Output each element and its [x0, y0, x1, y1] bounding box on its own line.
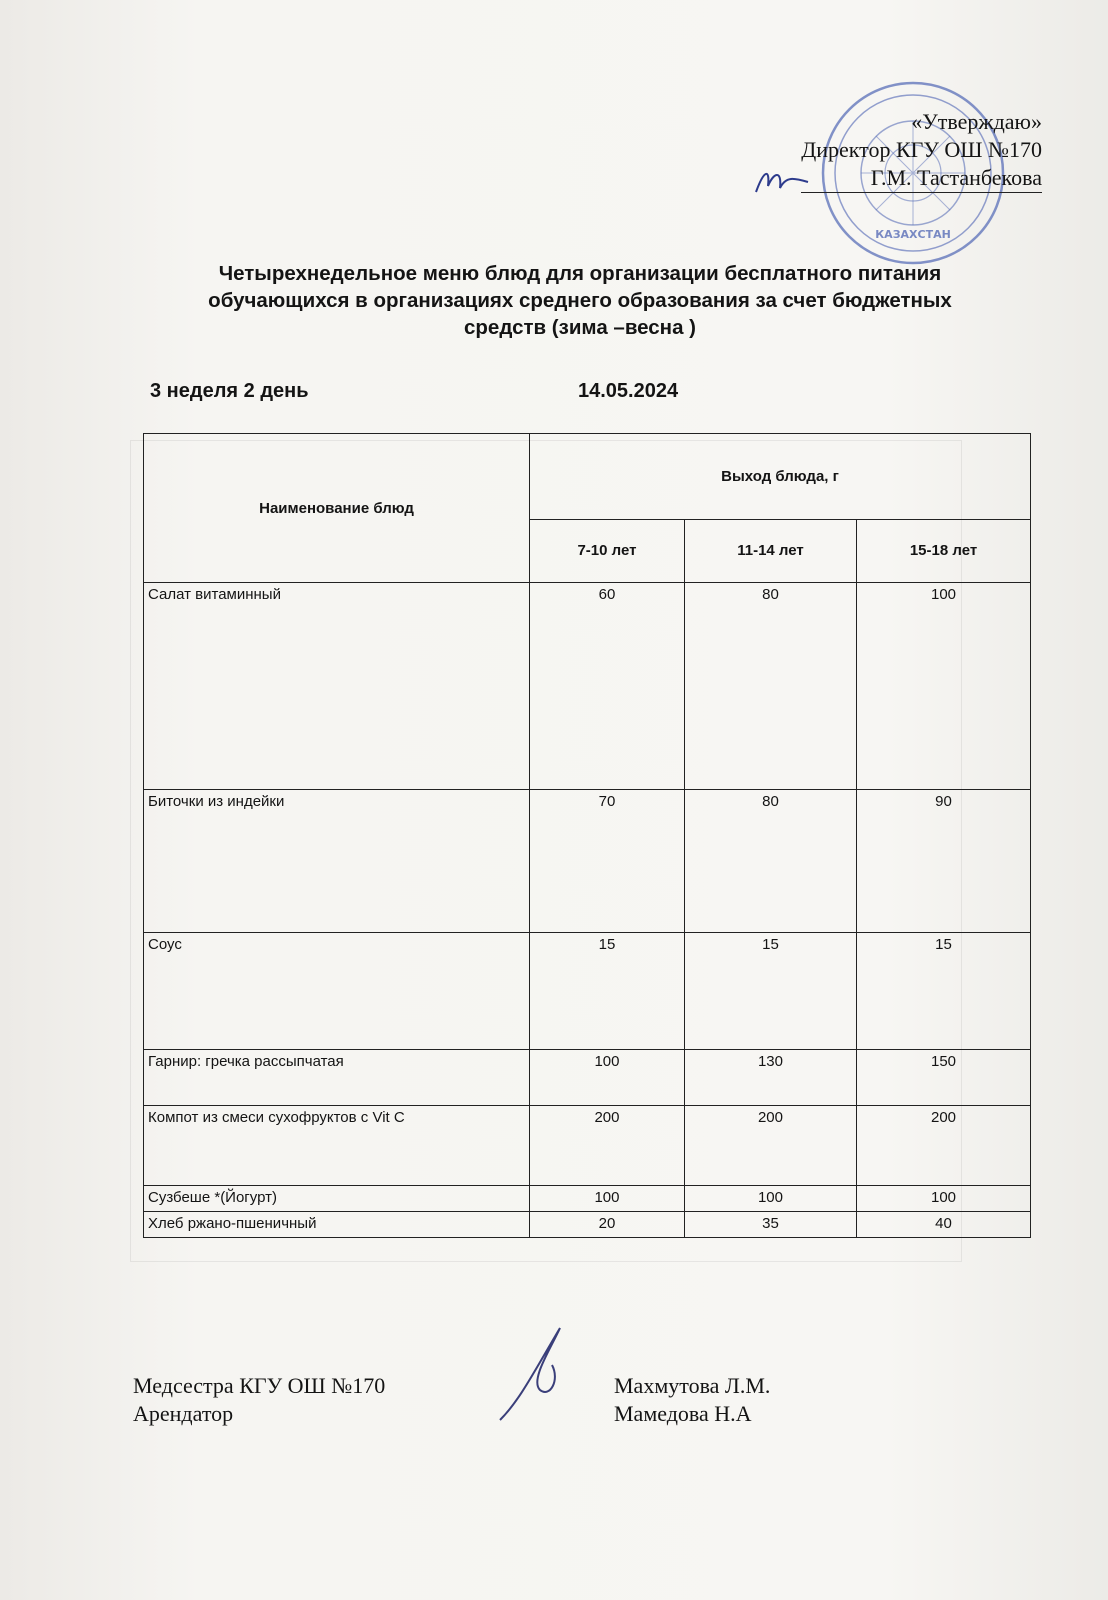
portion-7-10: 70	[530, 790, 685, 933]
portion-11-14: 100	[684, 1186, 856, 1212]
header-age-7-10: 7-10 лет	[530, 519, 685, 582]
signature-names	[614, 1372, 770, 1428]
table-row	[144, 1050, 1031, 1106]
portion-15-18: 40	[857, 1212, 1031, 1238]
portion-7-10: 60	[530, 583, 685, 790]
portion-11-14: 80	[684, 583, 856, 790]
portion-11-14: 35	[684, 1212, 856, 1238]
approval-director-name: Г.М. Тастанбекова	[801, 164, 1042, 193]
portion-7-10: 15	[530, 933, 685, 1050]
table-row	[144, 790, 1031, 933]
dish-name: Салат витаминный	[144, 583, 530, 790]
dish-name: Компот из смеси сухофруктов с Vit C	[144, 1106, 530, 1186]
menu-date: 14.05.2024	[578, 380, 679, 402]
nurse-role: Медсестра КГУ ОШ №170	[133, 1373, 386, 1398]
portion-15-18: 150	[857, 1050, 1031, 1106]
title-line-2: обучающихся в организациях среднего образования за счет бюджетных	[208, 289, 952, 312]
header-output: Выход блюда, г	[530, 434, 1031, 520]
portion-11-14: 130	[684, 1050, 856, 1106]
portion-7-10: 100	[530, 1050, 685, 1106]
portion-15-18: 100	[857, 1186, 1031, 1212]
page-title	[120, 260, 1040, 341]
dish-name: Сузбеше *(Йогурт)	[144, 1186, 530, 1212]
header-age-15-18: 15-18 лет	[857, 519, 1031, 582]
bleed-through-text	[80, 95, 86, 121]
tenant-name: Мамедова Н.А	[614, 1401, 752, 1426]
portion-7-10: 200	[530, 1106, 685, 1186]
tenant-role: Арендатор	[133, 1401, 234, 1426]
dish-name: Гарнир: гречка рассыпчатая	[144, 1050, 530, 1106]
dish-name: Соус	[144, 933, 530, 1050]
approval-line-1: «Утверждаю»	[911, 109, 1042, 134]
week-day-label: 3 неделя 2 день	[150, 380, 309, 402]
table-header-row	[144, 434, 1031, 520]
menu-table	[143, 433, 1031, 1238]
title-line-3: средств (зима –весна )	[464, 316, 696, 339]
signature-roles	[133, 1372, 385, 1428]
portion-7-10: 100	[530, 1186, 685, 1212]
approval-block	[801, 108, 1042, 193]
dish-name: Хлеб ржано-пшеничный	[144, 1212, 530, 1238]
table-row	[144, 1186, 1031, 1212]
table-row	[144, 1106, 1031, 1186]
nurse-name: Махмутова Л.М.	[614, 1373, 771, 1398]
svg-text:КАЗАХСТАН: КАЗАХСТАН	[875, 228, 951, 241]
portion-11-14: 80	[684, 790, 856, 933]
portion-15-18: 15	[857, 933, 1031, 1050]
portion-11-14: 15	[684, 933, 856, 1050]
title-line-1: Четырехнедельное меню блюд для организации бесплатного питания	[218, 262, 942, 285]
approval-line-2: Директор КГУ ОШ №170	[801, 137, 1042, 162]
director-signature-icon	[752, 162, 812, 202]
dish-name: Биточки из индейки	[144, 790, 530, 933]
nurse-signature-icon	[490, 1320, 580, 1430]
header-dish-name: Наименование блюд	[144, 434, 530, 583]
portion-15-18: 100	[857, 583, 1031, 790]
portion-15-18: 90	[857, 790, 1031, 933]
portion-7-10: 20	[530, 1212, 685, 1238]
portion-11-14: 200	[684, 1106, 856, 1186]
table-row	[144, 583, 1031, 790]
table-row	[144, 933, 1031, 1050]
portion-15-18: 200	[857, 1106, 1031, 1186]
table-row	[144, 1212, 1031, 1238]
header-age-11-14: 11-14 лет	[684, 519, 856, 582]
